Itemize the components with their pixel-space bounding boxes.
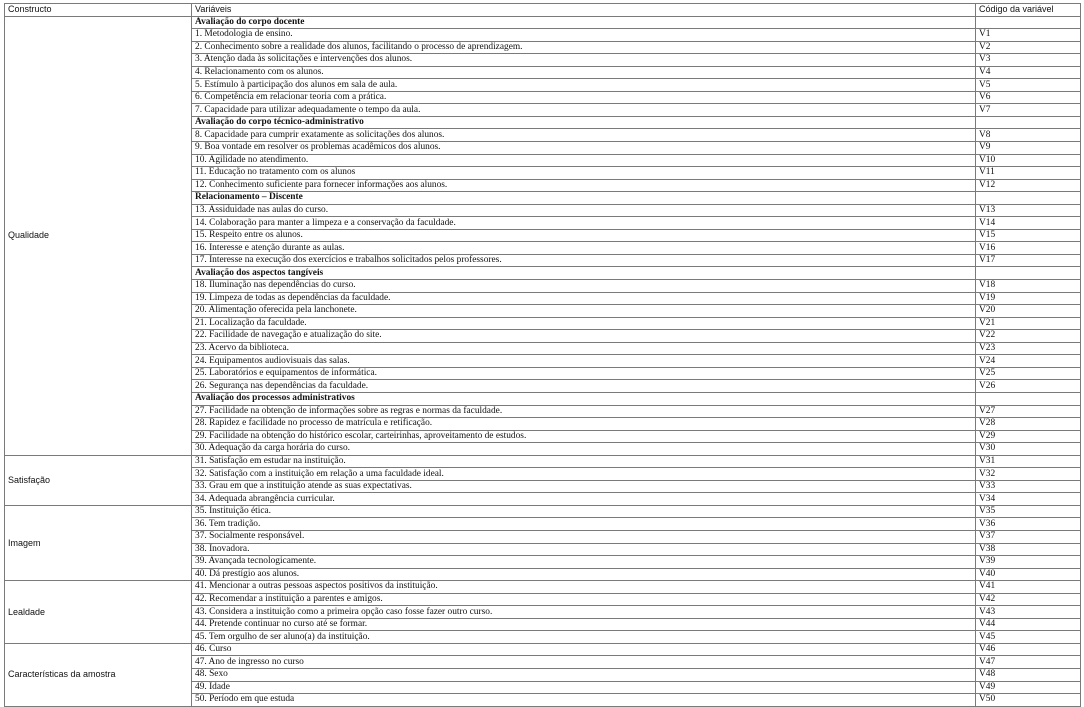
- variable-cell: 3. Atenção dada às solicitações e intervenções dos alunos.: [192, 54, 976, 67]
- variable-cell: 4. Relacionamento com os alunos.: [192, 66, 976, 79]
- code-cell: V1: [976, 29, 1081, 42]
- variable-cell: 20. Alimentação oferecida pela lanchonete.: [192, 305, 976, 318]
- section-title: Relacionamento – Discente: [192, 192, 976, 205]
- code-cell: V37: [976, 530, 1081, 543]
- code-cell: V46: [976, 643, 1081, 656]
- code-cell: V30: [976, 443, 1081, 456]
- variable-cell: 36. Tem tradição.: [192, 518, 976, 531]
- variable-cell: 48. Sexo: [192, 668, 976, 681]
- variable-cell: 35. Instituição ética.: [192, 505, 976, 518]
- variable-cell: 39. Avançada tecnologicamente.: [192, 556, 976, 569]
- variable-cell: 2. Conhecimento sobre a realidade dos alunos, facilitando o processo de aprendizagem.: [192, 41, 976, 54]
- variable-cell: 13. Assiduidade nas aulas do curso.: [192, 204, 976, 217]
- variable-cell: 1. Metodologia de ensino.: [192, 29, 976, 42]
- code-cell: V24: [976, 355, 1081, 368]
- construct-cell: Satisfação: [5, 455, 192, 505]
- variable-cell: 43. Considera a instituição como a primeira opção caso fosse fazer outro curso.: [192, 606, 976, 619]
- variable-cell: 11. Educação no tratamento com os alunos: [192, 167, 976, 180]
- variable-cell: 28. Rapidez e facilidade no processo de matrícula e retificação.: [192, 418, 976, 431]
- variable-cell: 9. Boa vontade em resolver os problemas acadêmicos dos alunos.: [192, 142, 976, 155]
- variable-cell: 6. Competência em relacionar teoria com a prática.: [192, 91, 976, 104]
- table-row: [5, 643, 1081, 656]
- construct-cell: Lealdade: [5, 581, 192, 644]
- construct-cell: Características da amostra: [5, 643, 192, 706]
- variable-cell: 31. Satisfação em estudar na instituição.: [192, 455, 976, 468]
- code-cell: V34: [976, 493, 1081, 506]
- code-cell: V10: [976, 154, 1081, 167]
- code-cell: V11: [976, 167, 1081, 180]
- code-cell: V33: [976, 480, 1081, 493]
- code-cell: V20: [976, 305, 1081, 318]
- code-cell: V4: [976, 66, 1081, 79]
- section-title: Avaliação do corpo docente: [192, 16, 976, 29]
- header-row: [5, 4, 1081, 17]
- code-cell: V43: [976, 606, 1081, 619]
- code-cell: V12: [976, 179, 1081, 192]
- variable-cell: 40. Dá prestígio aos alunos.: [192, 568, 976, 581]
- variable-cell: 17. Interesse na execução dos exercícios e trabalhos solicitados pelos professores.: [192, 254, 976, 267]
- variable-cell: 24. Equipamentos audiovisuais das salas.: [192, 355, 976, 368]
- variable-cell: 23. Acervo da biblioteca.: [192, 342, 976, 355]
- code-cell: V31: [976, 455, 1081, 468]
- variable-cell: 30. Adequação da carga horária do curso.: [192, 443, 976, 456]
- code-cell: V16: [976, 242, 1081, 255]
- code-cell: V15: [976, 229, 1081, 242]
- variable-cell: 46. Curso: [192, 643, 976, 656]
- variable-cell: 25. Laboratórios e equipamentos de informática.: [192, 367, 976, 380]
- variable-cell: 34. Adequada abrangência curricular.: [192, 493, 976, 506]
- variable-cell: 16. Interesse e atenção durante as aulas.: [192, 242, 976, 255]
- header-code: Código da variável: [976, 4, 1081, 17]
- variable-cell: 21. Localização da faculdade.: [192, 317, 976, 330]
- variable-cell: 37. Socialmente responsável.: [192, 530, 976, 543]
- variable-cell: 7. Capacidade para utilizar adequadamente o tempo da aula.: [192, 104, 976, 117]
- table-body: [5, 16, 1081, 706]
- table-row: [5, 581, 1081, 594]
- code-cell: V5: [976, 79, 1081, 92]
- section-title: Avaliação dos processos administrativos: [192, 392, 976, 405]
- construct-cell: Imagem: [5, 505, 192, 580]
- variables-table-container: [4, 3, 1080, 707]
- code-cell: V50: [976, 694, 1081, 707]
- section-title: Avaliação dos aspectos tangíveis: [192, 267, 976, 280]
- variable-cell: 45. Tem orgulho de ser aluno(a) da instituição.: [192, 631, 976, 644]
- section-row: [5, 16, 1081, 29]
- code-cell: V25: [976, 367, 1081, 380]
- table-row: [5, 505, 1081, 518]
- header-variables: Variáveis: [192, 4, 976, 17]
- variable-cell: 32. Satisfação com a instituição em relação a uma faculdade ideal.: [192, 468, 976, 481]
- variable-cell: 5. Estímulo à participação dos alunos em sala de aula.: [192, 79, 976, 92]
- code-cell: V13: [976, 204, 1081, 217]
- code-cell: V42: [976, 593, 1081, 606]
- variable-cell: 33. Grau em que a instituição atende as suas expectativas.: [192, 480, 976, 493]
- variable-cell: 47. Ano de ingresso no curso: [192, 656, 976, 669]
- code-cell: V3: [976, 54, 1081, 67]
- variable-cell: 44. Pretende continuar no curso até se formar.: [192, 618, 976, 631]
- variable-cell: 27. Facilidade na obtenção de informações sobre as regras e normas da faculdade.: [192, 405, 976, 418]
- section-code-empty: [976, 116, 1081, 129]
- section-code-empty: [976, 267, 1081, 280]
- code-cell: V41: [976, 581, 1081, 594]
- code-cell: V18: [976, 280, 1081, 293]
- code-cell: V14: [976, 217, 1081, 230]
- code-cell: V17: [976, 254, 1081, 267]
- code-cell: V19: [976, 292, 1081, 305]
- variable-cell: 19. Limpeza de todas as dependências da faculdade.: [192, 292, 976, 305]
- section-code-empty: [976, 392, 1081, 405]
- code-cell: V36: [976, 518, 1081, 531]
- code-cell: V29: [976, 430, 1081, 443]
- variable-cell: 26. Segurança nas dependências da faculdade.: [192, 380, 976, 393]
- code-cell: V23: [976, 342, 1081, 355]
- code-cell: V28: [976, 418, 1081, 431]
- variable-cell: 29. Facilidade na obtenção do histórico escolar, carteirinhas, aproveitamento de estudos.: [192, 430, 976, 443]
- variable-cell: 42. Recomendar a instituição a parentes e amigos.: [192, 593, 976, 606]
- code-cell: V48: [976, 668, 1081, 681]
- code-cell: V2: [976, 41, 1081, 54]
- code-cell: V9: [976, 142, 1081, 155]
- table-row: [5, 455, 1081, 468]
- variable-cell: 22. Facilidade de navegação e atualização do site.: [192, 330, 976, 343]
- variable-cell: 50. Período em que estuda: [192, 694, 976, 707]
- code-cell: V32: [976, 468, 1081, 481]
- variable-cell: 18. Iluminação nas dependências do curso.: [192, 280, 976, 293]
- variable-cell: 14. Colaboração para manter a limpeza e a conservação da faculdade.: [192, 217, 976, 230]
- code-cell: V49: [976, 681, 1081, 694]
- code-cell: V27: [976, 405, 1081, 418]
- construct-cell: Qualidade: [5, 16, 192, 455]
- variable-cell: 41. Mencionar a outras pessoas aspectos positivos da instituição.: [192, 581, 976, 594]
- code-cell: V44: [976, 618, 1081, 631]
- variable-cell: 10. Agilidade no atendimento.: [192, 154, 976, 167]
- code-cell: V47: [976, 656, 1081, 669]
- section-code-empty: [976, 16, 1081, 29]
- code-cell: V26: [976, 380, 1081, 393]
- code-cell: V39: [976, 556, 1081, 569]
- section-title: Avaliação do corpo técnico-administrativo: [192, 116, 976, 129]
- code-cell: V6: [976, 91, 1081, 104]
- code-cell: V35: [976, 505, 1081, 518]
- variable-cell: 15. Respeito entre os alunos.: [192, 229, 976, 242]
- code-cell: V38: [976, 543, 1081, 556]
- variable-cell: 49. Idade: [192, 681, 976, 694]
- code-cell: V8: [976, 129, 1081, 142]
- header-construct: Constructo: [5, 4, 192, 17]
- section-code-empty: [976, 192, 1081, 205]
- code-cell: V40: [976, 568, 1081, 581]
- code-cell: V45: [976, 631, 1081, 644]
- variable-cell: 12. Conhecimento suficiente para fornecer informações aos alunos.: [192, 179, 976, 192]
- variable-cell: 8. Capacidade para cumprir exatamente as solicitações dos alunos.: [192, 129, 976, 142]
- variables-table: [4, 3, 1081, 707]
- code-cell: V22: [976, 330, 1081, 343]
- variable-cell: 38. Inovadora.: [192, 543, 976, 556]
- code-cell: V21: [976, 317, 1081, 330]
- code-cell: V7: [976, 104, 1081, 117]
